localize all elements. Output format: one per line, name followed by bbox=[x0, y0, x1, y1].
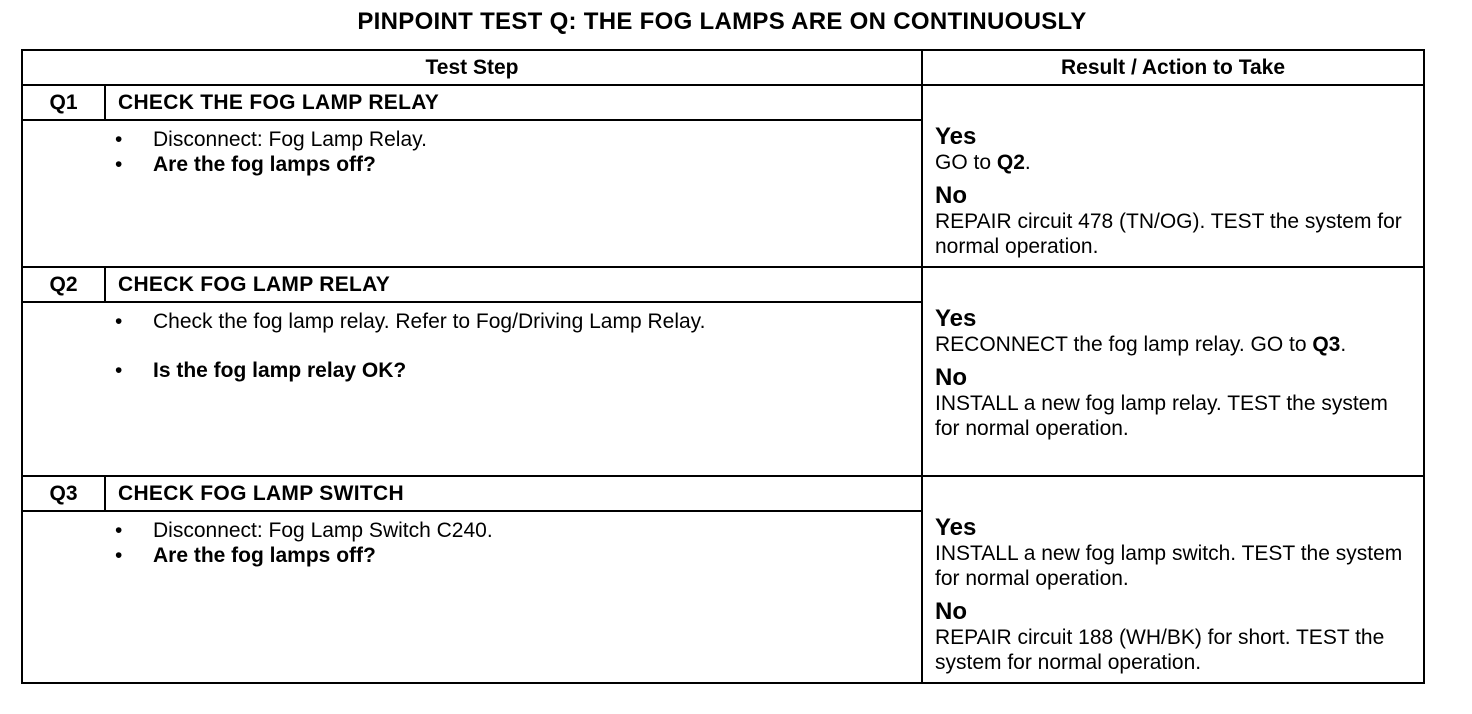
step-title: CHECK FOG LAMP SWITCH bbox=[105, 476, 922, 511]
no-action: INSTALL a new fog lamp relay. TEST the system for normal operation. bbox=[935, 392, 1388, 440]
no-label: No bbox=[935, 364, 967, 391]
yes-label: Yes bbox=[935, 514, 977, 541]
result-cell bbox=[922, 476, 1424, 683]
page-title: PINPOINT TEST Q: THE FOG LAMPS ARE ON CONTINUOUSLY bbox=[357, 8, 1087, 35]
step-body bbox=[105, 302, 922, 476]
bullet-item: • Disconnect: Fog Lamp Switch C240. bbox=[115, 519, 493, 542]
yes-action: INSTALL a new fog lamp switch. TEST the system for normal operation. bbox=[935, 542, 1403, 590]
yes-action: GO to Q2. bbox=[935, 151, 1031, 174]
pinpoint-test-table bbox=[21, 49, 1425, 684]
step-title-row-q3 bbox=[22, 476, 1424, 511]
yes-label: Yes bbox=[935, 123, 977, 150]
step-body bbox=[105, 511, 922, 683]
yes-action: RECONNECT the fog lamp relay. GO to Q3. bbox=[935, 333, 1347, 356]
step-id: Q1 bbox=[22, 85, 105, 120]
bullet-item: • Disconnect: Fog Lamp Relay. bbox=[115, 128, 427, 151]
no-label: No bbox=[935, 182, 967, 209]
step-bullets bbox=[105, 512, 921, 568]
header-result: Result / Action to Take bbox=[922, 50, 1424, 85]
header-test-step: Test Step bbox=[22, 50, 922, 85]
no-label: No bbox=[935, 598, 967, 625]
step-id: Q3 bbox=[22, 476, 105, 511]
step-id: Q2 bbox=[22, 267, 105, 302]
bullet-question: • Are the fog lamps off? bbox=[115, 544, 376, 567]
step-bullets bbox=[105, 303, 921, 383]
step-title-row-q1 bbox=[22, 85, 1424, 120]
step-bullets bbox=[105, 121, 921, 177]
bullet-item: • Check the fog lamp relay. Refer to Fog/Driving Lamp Relay. bbox=[115, 310, 706, 333]
step-body bbox=[105, 120, 922, 267]
step-title: CHECK THE FOG LAMP RELAY bbox=[105, 85, 922, 120]
step-title-row-q2 bbox=[22, 267, 1424, 302]
header-row bbox=[22, 50, 1424, 85]
no-action: REPAIR circuit 478 (TN/OG). TEST the system for normal operation. bbox=[935, 210, 1402, 258]
result-cell bbox=[922, 267, 1424, 476]
no-action: REPAIR circuit 188 (WH/BK) for short. TEST the system for normal operation. bbox=[935, 626, 1385, 674]
step-title: CHECK FOG LAMP RELAY bbox=[105, 267, 922, 302]
result-cell bbox=[922, 85, 1424, 267]
yes-label: Yes bbox=[935, 305, 977, 332]
bullet-question: • Is the fog lamp relay OK? bbox=[115, 359, 407, 382]
bullet-question: • Are the fog lamps off? bbox=[115, 153, 376, 176]
